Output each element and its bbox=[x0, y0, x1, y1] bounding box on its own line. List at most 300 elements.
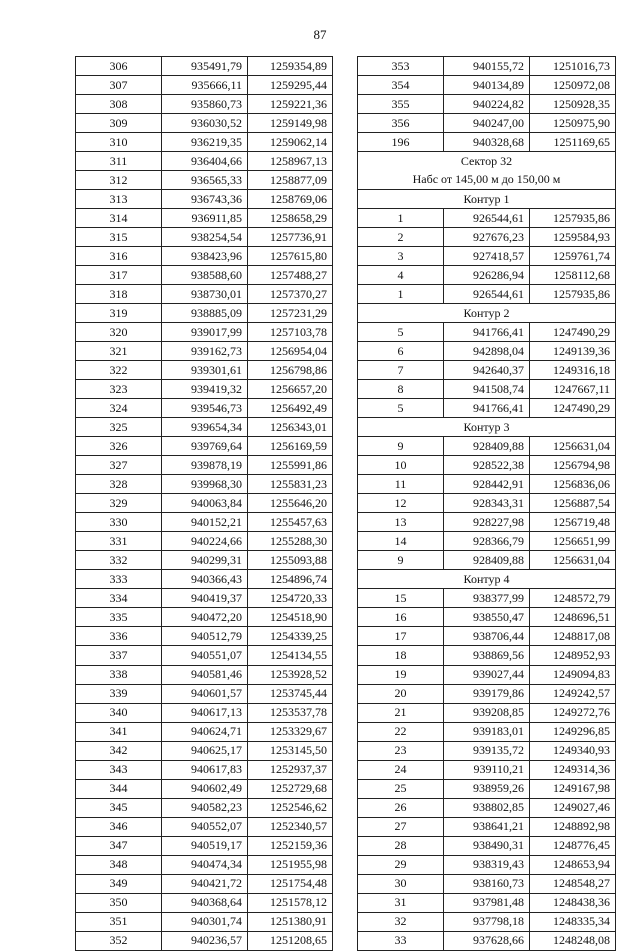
section-title-row bbox=[358, 304, 616, 323]
point-number-cell: 329 bbox=[76, 494, 162, 513]
point-number-cell: 9 bbox=[358, 551, 444, 570]
x-coordinate-cell: 936743,36 bbox=[162, 190, 248, 209]
x-coordinate-cell: 940247,00 bbox=[444, 114, 530, 133]
point-number-cell: 309 bbox=[76, 114, 162, 133]
x-coordinate-cell: 939110,21 bbox=[444, 760, 530, 779]
y-coordinate-cell: 1249316,18 bbox=[530, 361, 616, 380]
y-coordinate-cell: 1256794,98 bbox=[530, 456, 616, 475]
y-coordinate-cell: 1255646,20 bbox=[248, 494, 333, 513]
y-coordinate-cell: 1252340,57 bbox=[248, 817, 333, 836]
y-coordinate-cell: 1255093,88 bbox=[248, 551, 333, 570]
point-number-cell: 19 bbox=[358, 665, 444, 684]
y-coordinate-cell: 1255991,86 bbox=[248, 456, 333, 475]
point-number-cell: 331 bbox=[76, 532, 162, 551]
table-row bbox=[76, 133, 333, 152]
x-coordinate-cell: 936911,85 bbox=[162, 209, 248, 228]
point-number-cell: 28 bbox=[358, 836, 444, 855]
y-coordinate-cell: 1249296,85 bbox=[530, 722, 616, 741]
point-number-cell: 3 bbox=[358, 247, 444, 266]
x-coordinate-cell: 940601,57 bbox=[162, 684, 248, 703]
point-number-cell: 4 bbox=[358, 266, 444, 285]
y-coordinate-cell: 1252729,68 bbox=[248, 779, 333, 798]
point-number-cell: 7 bbox=[358, 361, 444, 380]
point-number-cell: 5 bbox=[358, 399, 444, 418]
y-coordinate-cell: 1257488,27 bbox=[248, 266, 333, 285]
point-number-cell: 330 bbox=[76, 513, 162, 532]
x-coordinate-cell: 940299,31 bbox=[162, 551, 248, 570]
y-coordinate-cell: 1251955,98 bbox=[248, 855, 333, 874]
table-row bbox=[358, 513, 616, 532]
y-coordinate-cell: 1256798,86 bbox=[248, 361, 333, 380]
page-number: 87 bbox=[313, 27, 327, 42]
point-number-cell: 350 bbox=[76, 893, 162, 912]
y-coordinate-cell: 1247490,29 bbox=[530, 399, 616, 418]
point-number-cell: 2 bbox=[358, 228, 444, 247]
table-row bbox=[76, 608, 333, 627]
table-row bbox=[76, 152, 333, 171]
y-coordinate-cell: 1257736,91 bbox=[248, 228, 333, 247]
table-row bbox=[76, 323, 333, 342]
point-number-cell: 5 bbox=[358, 323, 444, 342]
x-coordinate-cell: 938160,73 bbox=[444, 874, 530, 893]
point-number-cell: 310 bbox=[76, 133, 162, 152]
table-row bbox=[76, 836, 333, 855]
x-coordinate-cell: 938869,56 bbox=[444, 646, 530, 665]
point-number-cell: 327 bbox=[76, 456, 162, 475]
point-number-cell: 319 bbox=[76, 304, 162, 323]
y-coordinate-cell: 1252159,36 bbox=[248, 836, 333, 855]
x-coordinate-cell: 938885,09 bbox=[162, 304, 248, 323]
x-coordinate-cell: 940368,64 bbox=[162, 893, 248, 912]
y-coordinate-cell: 1256492,49 bbox=[248, 399, 333, 418]
x-coordinate-cell: 938423,96 bbox=[162, 247, 248, 266]
point-number-cell: 21 bbox=[358, 703, 444, 722]
table-row bbox=[76, 646, 333, 665]
y-coordinate-cell: 1256954,04 bbox=[248, 342, 333, 361]
section-title: Контур 3 bbox=[358, 418, 616, 437]
table-row bbox=[358, 228, 616, 247]
x-coordinate-cell: 928409,88 bbox=[444, 551, 530, 570]
y-coordinate-cell: 1256719,48 bbox=[530, 513, 616, 532]
y-coordinate-cell: 1255457,63 bbox=[248, 513, 333, 532]
table-row bbox=[76, 475, 333, 494]
y-coordinate-cell: 1248572,79 bbox=[530, 589, 616, 608]
y-coordinate-cell: 1256631,04 bbox=[530, 437, 616, 456]
point-number-cell: 336 bbox=[76, 627, 162, 646]
x-coordinate-cell: 939878,19 bbox=[162, 456, 248, 475]
y-coordinate-cell: 1256343,01 bbox=[248, 418, 333, 437]
table-row bbox=[76, 399, 333, 418]
x-coordinate-cell: 939017,99 bbox=[162, 323, 248, 342]
y-coordinate-cell: 1253745,44 bbox=[248, 684, 333, 703]
x-coordinate-cell: 928227,98 bbox=[444, 513, 530, 532]
x-coordinate-cell: 938254,54 bbox=[162, 228, 248, 247]
y-coordinate-cell: 1248548,27 bbox=[530, 874, 616, 893]
table-row bbox=[358, 779, 616, 798]
table-row bbox=[358, 494, 616, 513]
point-number-cell: 341 bbox=[76, 722, 162, 741]
x-coordinate-cell: 941766,41 bbox=[444, 323, 530, 342]
y-coordinate-cell: 1254134,55 bbox=[248, 646, 333, 665]
table-row bbox=[76, 190, 333, 209]
y-coordinate-cell: 1248248,08 bbox=[530, 931, 616, 950]
y-coordinate-cell: 1256651,99 bbox=[530, 532, 616, 551]
table-row bbox=[76, 722, 333, 741]
y-coordinate-cell: 1248817,08 bbox=[530, 627, 616, 646]
point-number-cell: 346 bbox=[76, 817, 162, 836]
table-row bbox=[358, 76, 616, 95]
y-coordinate-cell: 1258769,06 bbox=[248, 190, 333, 209]
x-coordinate-cell: 926544,61 bbox=[444, 209, 530, 228]
x-coordinate-cell: 939208,85 bbox=[444, 703, 530, 722]
x-coordinate-cell: 940624,71 bbox=[162, 722, 248, 741]
table-row bbox=[358, 836, 616, 855]
table-row bbox=[358, 931, 616, 950]
table-row bbox=[76, 418, 333, 437]
table-row bbox=[76, 589, 333, 608]
y-coordinate-cell: 1249272,76 bbox=[530, 703, 616, 722]
y-coordinate-cell: 1254339,25 bbox=[248, 627, 333, 646]
x-coordinate-cell: 942640,37 bbox=[444, 361, 530, 380]
table-row bbox=[358, 665, 616, 684]
table-row bbox=[76, 209, 333, 228]
point-number-cell: 307 bbox=[76, 76, 162, 95]
table-row bbox=[358, 399, 616, 418]
y-coordinate-cell: 1259062,14 bbox=[248, 133, 333, 152]
point-number-cell: 9 bbox=[358, 437, 444, 456]
x-coordinate-cell: 938588,60 bbox=[162, 266, 248, 285]
y-coordinate-cell: 1251754,48 bbox=[248, 874, 333, 893]
y-coordinate-cell: 1257935,86 bbox=[530, 285, 616, 304]
x-coordinate-cell: 940063,84 bbox=[162, 494, 248, 513]
x-coordinate-cell: 940625,17 bbox=[162, 741, 248, 760]
table-row bbox=[358, 874, 616, 893]
x-coordinate-cell: 939654,34 bbox=[162, 418, 248, 437]
table-row bbox=[358, 684, 616, 703]
table-row bbox=[76, 931, 333, 950]
table-row bbox=[358, 133, 616, 152]
point-number-cell: 15 bbox=[358, 589, 444, 608]
x-coordinate-cell: 939183,01 bbox=[444, 722, 530, 741]
y-coordinate-cell: 1252937,37 bbox=[248, 760, 333, 779]
point-number-cell: 337 bbox=[76, 646, 162, 665]
y-coordinate-cell: 1251578,12 bbox=[248, 893, 333, 912]
x-coordinate-cell: 940581,46 bbox=[162, 665, 248, 684]
y-coordinate-cell: 1251169,65 bbox=[530, 133, 616, 152]
y-coordinate-cell: 1250975,90 bbox=[530, 114, 616, 133]
table-row bbox=[76, 665, 333, 684]
point-number-cell: 343 bbox=[76, 760, 162, 779]
x-coordinate-cell: 940474,34 bbox=[162, 855, 248, 874]
table-row bbox=[76, 304, 333, 323]
table-row bbox=[358, 855, 616, 874]
x-coordinate-cell: 940617,13 bbox=[162, 703, 248, 722]
point-number-cell: 313 bbox=[76, 190, 162, 209]
point-number-cell: 312 bbox=[76, 171, 162, 190]
x-coordinate-cell: 939769,64 bbox=[162, 437, 248, 456]
y-coordinate-cell: 1250972,08 bbox=[530, 76, 616, 95]
y-coordinate-cell: 1248776,45 bbox=[530, 836, 616, 855]
x-coordinate-cell: 926286,94 bbox=[444, 266, 530, 285]
table-row bbox=[76, 437, 333, 456]
section-title-row bbox=[358, 418, 616, 437]
y-coordinate-cell: 1256836,06 bbox=[530, 475, 616, 494]
table-row bbox=[358, 475, 616, 494]
y-coordinate-cell: 1254896,74 bbox=[248, 570, 333, 589]
x-coordinate-cell: 926544,61 bbox=[444, 285, 530, 304]
x-coordinate-cell: 942898,04 bbox=[444, 342, 530, 361]
point-number-cell: 344 bbox=[76, 779, 162, 798]
point-number-cell: 1 bbox=[358, 285, 444, 304]
y-coordinate-cell: 1251380,91 bbox=[248, 912, 333, 931]
y-coordinate-cell: 1248335,34 bbox=[530, 912, 616, 931]
x-coordinate-cell: 940512,79 bbox=[162, 627, 248, 646]
x-coordinate-cell: 938319,43 bbox=[444, 855, 530, 874]
point-number-cell: 324 bbox=[76, 399, 162, 418]
table-row bbox=[76, 285, 333, 304]
y-coordinate-cell: 1257231,29 bbox=[248, 304, 333, 323]
x-coordinate-cell: 938550,47 bbox=[444, 608, 530, 627]
y-coordinate-cell: 1259584,93 bbox=[530, 228, 616, 247]
x-coordinate-cell: 938730,01 bbox=[162, 285, 248, 304]
x-coordinate-cell: 939135,72 bbox=[444, 741, 530, 760]
y-coordinate-cell: 1259354,89 bbox=[248, 57, 333, 76]
x-coordinate-cell: 937798,18 bbox=[444, 912, 530, 931]
coordinates-table-left bbox=[75, 56, 333, 951]
x-coordinate-cell: 927418,57 bbox=[444, 247, 530, 266]
table-row bbox=[76, 380, 333, 399]
point-number-cell: 354 bbox=[358, 76, 444, 95]
point-number-cell: 316 bbox=[76, 247, 162, 266]
point-number-cell: 32 bbox=[358, 912, 444, 931]
x-coordinate-cell: 940301,74 bbox=[162, 912, 248, 931]
x-coordinate-cell: 940224,82 bbox=[444, 95, 530, 114]
x-coordinate-cell: 937628,66 bbox=[444, 931, 530, 950]
table-row bbox=[358, 437, 616, 456]
table-row bbox=[358, 456, 616, 475]
table-row bbox=[76, 570, 333, 589]
y-coordinate-cell: 1253145,50 bbox=[248, 741, 333, 760]
table-row bbox=[358, 760, 616, 779]
x-coordinate-cell: 938802,85 bbox=[444, 798, 530, 817]
section-title-row bbox=[358, 570, 616, 589]
y-coordinate-cell: 1258658,29 bbox=[248, 209, 333, 228]
table-row bbox=[76, 912, 333, 931]
point-number-cell: 23 bbox=[358, 741, 444, 760]
x-coordinate-cell: 936565,33 bbox=[162, 171, 248, 190]
point-number-cell: 29 bbox=[358, 855, 444, 874]
table-row bbox=[76, 798, 333, 817]
x-coordinate-cell: 940421,72 bbox=[162, 874, 248, 893]
point-number-cell: 17 bbox=[358, 627, 444, 646]
y-coordinate-cell: 1252546,62 bbox=[248, 798, 333, 817]
table-row bbox=[358, 551, 616, 570]
y-coordinate-cell: 1247490,29 bbox=[530, 323, 616, 342]
table-row bbox=[76, 703, 333, 722]
point-number-cell: 332 bbox=[76, 551, 162, 570]
x-coordinate-cell: 940582,23 bbox=[162, 798, 248, 817]
y-coordinate-cell: 1248653,94 bbox=[530, 855, 616, 874]
x-coordinate-cell: 941766,41 bbox=[444, 399, 530, 418]
x-coordinate-cell: 935491,79 bbox=[162, 57, 248, 76]
y-coordinate-cell: 1248892,98 bbox=[530, 817, 616, 836]
table-row bbox=[358, 95, 616, 114]
table-row bbox=[358, 114, 616, 133]
point-number-cell: 308 bbox=[76, 95, 162, 114]
point-number-cell: 311 bbox=[76, 152, 162, 171]
x-coordinate-cell: 938641,21 bbox=[444, 817, 530, 836]
x-coordinate-cell: 940472,20 bbox=[162, 608, 248, 627]
table-row bbox=[76, 171, 333, 190]
table-row bbox=[76, 855, 333, 874]
point-number-cell: 6 bbox=[358, 342, 444, 361]
table-row bbox=[76, 893, 333, 912]
x-coordinate-cell: 939027,44 bbox=[444, 665, 530, 684]
x-coordinate-cell: 940602,49 bbox=[162, 779, 248, 798]
coordinates-table-right bbox=[357, 56, 616, 951]
table-row bbox=[76, 817, 333, 836]
x-coordinate-cell: 940152,21 bbox=[162, 513, 248, 532]
point-number-cell: 342 bbox=[76, 741, 162, 760]
point-number-cell: 11 bbox=[358, 475, 444, 494]
table-row bbox=[358, 57, 616, 76]
table-row bbox=[358, 741, 616, 760]
table-row bbox=[76, 494, 333, 513]
table-row bbox=[76, 456, 333, 475]
x-coordinate-cell: 940236,57 bbox=[162, 931, 248, 950]
section-title-row bbox=[358, 190, 616, 209]
y-coordinate-cell: 1251016,73 bbox=[530, 57, 616, 76]
point-number-cell: 352 bbox=[76, 931, 162, 950]
x-coordinate-cell: 939162,73 bbox=[162, 342, 248, 361]
x-coordinate-cell: 939968,30 bbox=[162, 475, 248, 494]
y-coordinate-cell: 1249314,36 bbox=[530, 760, 616, 779]
point-number-cell: 326 bbox=[76, 437, 162, 456]
y-coordinate-cell: 1254518,90 bbox=[248, 608, 333, 627]
table-row bbox=[358, 912, 616, 931]
x-coordinate-cell: 936219,35 bbox=[162, 133, 248, 152]
x-coordinate-cell: 940328,68 bbox=[444, 133, 530, 152]
y-coordinate-cell: 1253329,67 bbox=[248, 722, 333, 741]
point-number-cell: 13 bbox=[358, 513, 444, 532]
point-number-cell: 351 bbox=[76, 912, 162, 931]
table-row bbox=[358, 323, 616, 342]
y-coordinate-cell: 1250928,35 bbox=[530, 95, 616, 114]
point-number-cell: 340 bbox=[76, 703, 162, 722]
table-row bbox=[358, 798, 616, 817]
y-coordinate-cell: 1259295,44 bbox=[248, 76, 333, 95]
point-number-cell: 335 bbox=[76, 608, 162, 627]
point-number-cell: 27 bbox=[358, 817, 444, 836]
x-coordinate-cell: 928366,79 bbox=[444, 532, 530, 551]
y-coordinate-cell: 1256631,04 bbox=[530, 551, 616, 570]
x-coordinate-cell: 927676,23 bbox=[444, 228, 530, 247]
table-row bbox=[76, 361, 333, 380]
x-coordinate-cell: 938377,99 bbox=[444, 589, 530, 608]
table-row bbox=[76, 779, 333, 798]
point-number-cell: 16 bbox=[358, 608, 444, 627]
table-row bbox=[358, 627, 616, 646]
point-number-cell: 345 bbox=[76, 798, 162, 817]
y-coordinate-cell: 1256657,20 bbox=[248, 380, 333, 399]
table-row bbox=[76, 532, 333, 551]
y-coordinate-cell: 1258112,68 bbox=[530, 266, 616, 285]
y-coordinate-cell: 1248438,36 bbox=[530, 893, 616, 912]
point-number-cell: 347 bbox=[76, 836, 162, 855]
table-row bbox=[76, 741, 333, 760]
point-number-cell: 323 bbox=[76, 380, 162, 399]
table-row bbox=[76, 228, 333, 247]
table-row bbox=[76, 627, 333, 646]
y-coordinate-cell: 1255288,30 bbox=[248, 532, 333, 551]
x-coordinate-cell: 928409,88 bbox=[444, 437, 530, 456]
x-coordinate-cell: 940551,07 bbox=[162, 646, 248, 665]
table-row bbox=[358, 247, 616, 266]
x-coordinate-cell: 938706,44 bbox=[444, 627, 530, 646]
point-number-cell: 24 bbox=[358, 760, 444, 779]
section-title: Набс от 145,00 м до 150,00 м bbox=[358, 171, 616, 190]
table-row bbox=[358, 646, 616, 665]
section-title: Контур 2 bbox=[358, 304, 616, 323]
y-coordinate-cell: 1249242,57 bbox=[530, 684, 616, 703]
point-number-cell: 353 bbox=[358, 57, 444, 76]
table-row bbox=[76, 342, 333, 361]
x-coordinate-cell: 940366,43 bbox=[162, 570, 248, 589]
table-row bbox=[76, 513, 333, 532]
table-row bbox=[76, 684, 333, 703]
y-coordinate-cell: 1249167,98 bbox=[530, 779, 616, 798]
x-coordinate-cell: 940519,17 bbox=[162, 836, 248, 855]
x-coordinate-cell: 936404,66 bbox=[162, 152, 248, 171]
y-coordinate-cell: 1248696,51 bbox=[530, 608, 616, 627]
table-row bbox=[76, 551, 333, 570]
table-row bbox=[358, 893, 616, 912]
table-row bbox=[358, 817, 616, 836]
section-title: Контур 1 bbox=[358, 190, 616, 209]
y-coordinate-cell: 1249139,36 bbox=[530, 342, 616, 361]
point-number-cell: 12 bbox=[358, 494, 444, 513]
x-coordinate-cell: 939301,61 bbox=[162, 361, 248, 380]
point-number-cell: 33 bbox=[358, 931, 444, 950]
point-number-cell: 356 bbox=[358, 114, 444, 133]
y-coordinate-cell: 1251208,65 bbox=[248, 931, 333, 950]
point-number-cell: 18 bbox=[358, 646, 444, 665]
x-coordinate-cell: 937981,48 bbox=[444, 893, 530, 912]
point-number-cell: 355 bbox=[358, 95, 444, 114]
point-number-cell: 333 bbox=[76, 570, 162, 589]
x-coordinate-cell: 940617,83 bbox=[162, 760, 248, 779]
point-number-cell: 1 bbox=[358, 209, 444, 228]
section-title: Сектор 32 bbox=[358, 152, 616, 171]
x-coordinate-cell: 940155,72 bbox=[444, 57, 530, 76]
x-coordinate-cell: 940419,37 bbox=[162, 589, 248, 608]
y-coordinate-cell: 1257935,86 bbox=[530, 209, 616, 228]
y-coordinate-cell: 1259221,36 bbox=[248, 95, 333, 114]
x-coordinate-cell: 928442,91 bbox=[444, 475, 530, 494]
x-coordinate-cell: 928343,31 bbox=[444, 494, 530, 513]
x-coordinate-cell: 940134,89 bbox=[444, 76, 530, 95]
point-number-cell: 349 bbox=[76, 874, 162, 893]
y-coordinate-cell: 1255831,23 bbox=[248, 475, 333, 494]
point-number-cell: 30 bbox=[358, 874, 444, 893]
table-row bbox=[358, 380, 616, 399]
table-row bbox=[358, 209, 616, 228]
table-row bbox=[358, 266, 616, 285]
table-row bbox=[358, 361, 616, 380]
x-coordinate-cell: 941508,74 bbox=[444, 380, 530, 399]
y-coordinate-cell: 1256169,59 bbox=[248, 437, 333, 456]
point-number-cell: 8 bbox=[358, 380, 444, 399]
